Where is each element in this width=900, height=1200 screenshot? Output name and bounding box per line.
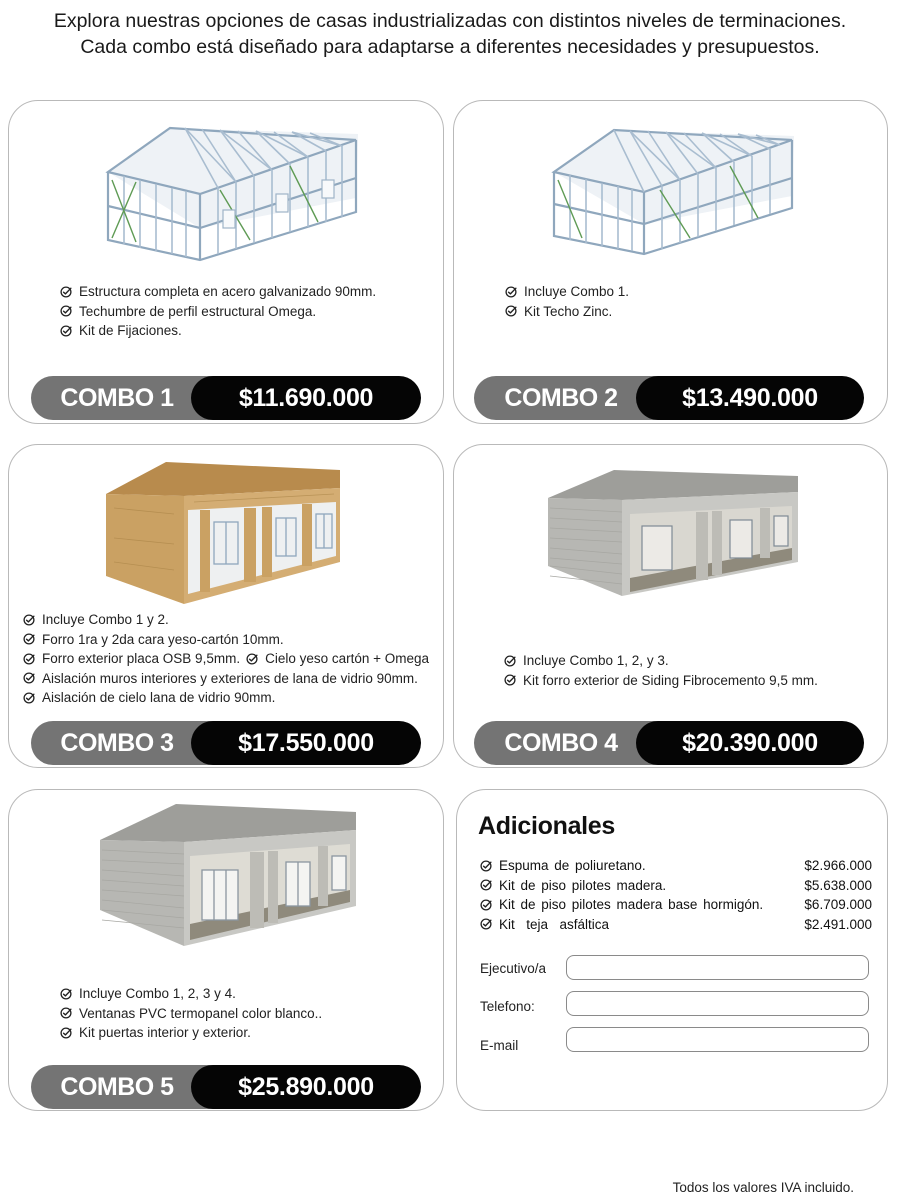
osb-panel-house-illustration [104,458,346,606]
ejecutivo-label: Ejecutivo/a [480,961,547,976]
combo-2-features [505,282,629,321]
combo-2-price-bar [474,376,864,420]
adicionales-title: Adicionales [478,812,616,840]
feature-item: Ventanas PVC termopanel color blanco.. [60,1004,322,1024]
check-circle-icon [60,325,72,337]
feature-item: Forro exterior placa OSB 9,5mm. Cielo yeso cartón + Omega [23,649,429,669]
ejecutivo-field[interactable] [566,955,869,980]
feature-item: Incluye Combo 1, 2, 3 y 4. [60,984,322,1004]
combo-3-price-bar [31,721,421,765]
telefono-label: Telefono: [480,999,535,1014]
check-circle-icon [505,305,517,317]
feature-item: Incluye Combo 1 y 2. [23,610,429,630]
combo-price: $20.390.000 [636,721,864,765]
intro-line-2: Cada combo está diseñado para adaptarse a diferentes necesidades y presupuestos. [80,36,820,58]
feature-item: Incluye Combo 1. [505,282,629,302]
adicional-item: Espuma de poliuretano. $2.966.000 [480,856,872,876]
combo-5-features [60,984,322,1043]
check-circle-icon [23,692,35,704]
steel-frame-house-illustration [90,110,370,268]
feature-item: Aislación muros interiores y exteriores de lana de vidrio 90mm. [23,669,429,689]
combo-5-price-bar [31,1065,421,1109]
intro-line-1: Explora nuestras opciones de casas industrializadas con distintos niveles de terminaciones. [53,10,847,32]
feature-item: Estructura completa en acero galvanizado 90mm. [60,282,376,302]
finished-house-illustration [98,800,360,948]
combo-name: COMBO 5 [60,1073,174,1101]
combo-3-features [23,610,429,708]
combo-name: COMBO 4 [504,729,618,757]
feature-item: Kit puertas interior y exterior. [60,1023,322,1043]
check-circle-icon [60,305,72,317]
feature-item: Kit forro exterior de Siding Fibrocemento 9,5 mm. [504,671,818,691]
check-circle-icon [60,1027,72,1039]
check-circle-icon [480,879,492,891]
check-circle-icon [23,614,35,626]
feature-item: Kit Techo Zinc. [505,302,629,322]
combo-4-features [504,651,818,690]
check-circle-icon [480,899,492,911]
check-circle-icon [60,1007,72,1019]
check-circle-icon [23,633,35,645]
adicional-item: Kit teja asfáltica $2.491.000 [480,915,872,935]
telefono-field[interactable] [566,991,869,1016]
combo-name: COMBO 1 [60,384,174,412]
feature-item: Forro 1ra y 2da cara yeso-cartón 10mm. [23,630,429,650]
adicionales-list [480,856,872,934]
steel-frame-roof-house-illustration [540,112,802,262]
intro-text [0,8,900,60]
combo-1-features [60,282,376,341]
check-circle-icon [504,674,516,686]
siding-house-illustration [546,466,802,598]
combo-4-price-bar [474,721,864,765]
combo-name: COMBO 2 [504,384,618,412]
feature-item: Aislación de cielo lana de vidrio 90mm. [23,688,429,708]
combo-name: COMBO 3 [60,729,174,757]
check-circle-icon [480,918,492,930]
combo-price: $17.550.000 [191,721,421,765]
feature-item: Incluye Combo 1, 2, y 3. [504,651,818,671]
footnote: Todos los valores IVA incluido. [672,1180,854,1195]
combo-price: $13.490.000 [636,376,864,420]
check-circle-icon [480,860,492,872]
combo-1-price-bar [31,376,421,420]
feature-item: Techumbre de perfil estructural Omega. [60,302,376,322]
email-field[interactable] [566,1027,869,1052]
check-circle-icon [504,655,516,667]
adicional-item: Kit de piso pilotes madera. $5.638.000 [480,876,872,896]
check-circle-icon [246,653,258,665]
combo-price: $11.690.000 [191,376,421,420]
check-circle-icon [60,286,72,298]
feature-item: Kit de Fijaciones. [60,321,376,341]
combo-price: $25.890.000 [191,1065,421,1109]
check-circle-icon [23,653,35,665]
check-circle-icon [60,988,72,1000]
check-circle-icon [23,672,35,684]
check-circle-icon [505,286,517,298]
adicional-item: Kit de piso pilotes madera base hormigón. $6.709.000 [480,895,872,915]
email-label: E-mail [480,1038,519,1053]
